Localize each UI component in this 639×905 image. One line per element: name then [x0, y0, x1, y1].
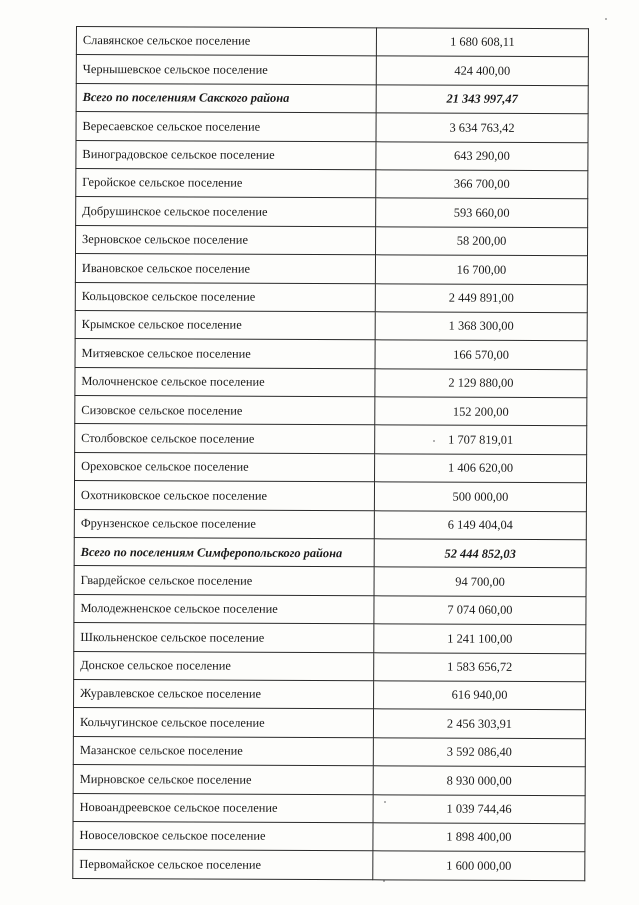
- table-row: [73, 793, 585, 824]
- total-label: Всего по поселениям Сакского района: [76, 83, 376, 113]
- total-label: Всего по поселениям Симферопольского района: [74, 538, 374, 568]
- table-row: [75, 339, 587, 370]
- settlement-amount: 58 200,00: [376, 227, 588, 256]
- settlement-name: Зерновское сельское поселение: [76, 225, 376, 255]
- table-row: [74, 623, 586, 654]
- settlement-amount: 94 700,00: [374, 567, 586, 596]
- table-row: [74, 679, 586, 710]
- settlement-amount: 1 680 608,11: [376, 28, 588, 57]
- settlement-name: Мазанское сельское поселение: [73, 736, 373, 766]
- settlement-amount: 3 634 763,42: [376, 113, 588, 142]
- settlement-name: Молодежненское сельское поселение: [74, 594, 374, 624]
- settlement-amount: 6 149 404,04: [374, 510, 586, 539]
- table-row: [74, 594, 586, 625]
- settlement-name: Крымское сельское поселение: [75, 310, 375, 340]
- table-row: [76, 225, 588, 256]
- table-row: [73, 821, 585, 852]
- table-row: [76, 112, 588, 143]
- settlement-name: Новоселовское сельское поселение: [73, 821, 373, 851]
- settlement-name: Вересаевское сельское поселение: [76, 112, 376, 142]
- settlement-amount: 1 583 656,72: [374, 652, 586, 681]
- settlement-amount: 1 406 620,00: [375, 454, 587, 483]
- table-row: [75, 452, 587, 483]
- settlement-amount: 2 449 891,00: [375, 283, 587, 312]
- settlement-amount: 7 074 060,00: [374, 596, 586, 625]
- table-row: [75, 396, 587, 427]
- settlements-budget-table: [72, 26, 589, 881]
- settlement-name: Геройское сельское поселение: [76, 168, 376, 198]
- settlement-name: Славянское сельское поселение: [76, 27, 376, 57]
- settlement-amount: 593 660,00: [376, 198, 588, 227]
- settlement-name: Первомайское сельское поселение: [73, 850, 373, 880]
- settlement-amount: 1 241 100,00: [374, 624, 586, 653]
- table-row: [73, 736, 585, 767]
- table-row: [76, 140, 588, 171]
- total-amount: 52 444 852,03: [374, 539, 586, 568]
- settlement-amount: 166 570,00: [375, 340, 587, 369]
- settlement-amount: 1 707 819,01: [375, 425, 587, 454]
- table-row: [75, 367, 587, 398]
- settlement-amount: 3 592 086,40: [373, 738, 585, 767]
- settlement-name: Кольчугинское сельское поселение: [73, 708, 373, 738]
- settlement-name: Ивановское сельское поселение: [75, 254, 375, 284]
- settlement-amount: 1 898 400,00: [373, 823, 585, 852]
- settlement-name: Добрушинское сельское поселение: [76, 197, 376, 227]
- table-body: [73, 27, 589, 881]
- table-total-row: [76, 83, 588, 114]
- table-row: [74, 481, 586, 512]
- settlement-name: Новоандреевское сельское поселение: [73, 793, 373, 823]
- settlement-amount: 2 456 303,91: [373, 709, 585, 738]
- settlement-name: Молочненское сельское поселение: [75, 367, 375, 397]
- scan-speck: [605, 18, 607, 20]
- settlement-amount: 1 039 744,46: [373, 794, 585, 823]
- settlement-amount: 366 700,00: [376, 170, 588, 199]
- settlement-amount: 643 290,00: [376, 141, 588, 170]
- table-row: [76, 27, 588, 58]
- settlement-name: Чернышевское сельское поселение: [76, 55, 376, 85]
- table-row: [74, 509, 586, 540]
- settlement-amount: 500 000,00: [374, 482, 586, 511]
- table-row: [73, 765, 585, 796]
- settlement-name: Фрунзенское сельское поселение: [74, 509, 374, 539]
- table-row: [76, 197, 588, 228]
- total-amount: 21 343 997,47: [376, 85, 588, 114]
- settlement-amount: 616 940,00: [374, 681, 586, 710]
- settlement-name: Митяевское сельское поселение: [75, 339, 375, 369]
- settlement-name: Ореховское сельское поселение: [75, 452, 375, 482]
- table-row: [74, 651, 586, 682]
- table-row: [74, 566, 586, 597]
- settlement-amount: 16 700,00: [375, 255, 587, 284]
- settlement-name: Донское сельское поселение: [74, 651, 374, 681]
- settlement-amount: 1 368 300,00: [375, 312, 587, 341]
- settlement-amount: 152 200,00: [375, 397, 587, 426]
- settlement-amount: 1 600 000,00: [373, 851, 585, 880]
- scan-speck: [383, 880, 385, 882]
- settlement-name: Столбовское сельское поселение: [75, 424, 375, 454]
- table-row: [75, 254, 587, 285]
- settlement-name: Охотниковское сельское поселение: [74, 481, 374, 511]
- table-row: [76, 55, 588, 86]
- settlement-amount: 2 129 880,00: [375, 368, 587, 397]
- table-row: [75, 282, 587, 313]
- table-row: [75, 424, 587, 455]
- table-row: [73, 708, 585, 739]
- table-row: [73, 850, 585, 881]
- settlement-name: Мирновское сельское поселение: [73, 765, 373, 795]
- settlement-name: Школьненское сельское поселение: [74, 623, 374, 653]
- settlement-name: Сизовское сельское поселение: [75, 396, 375, 426]
- settlement-name: Гвардейское сельское поселение: [74, 566, 374, 596]
- settlement-name: Журавлевское сельское поселение: [74, 679, 374, 709]
- settlement-name: Кольцовское сельское поселение: [75, 282, 375, 312]
- settlement-amount: 8 930 000,00: [373, 766, 585, 795]
- table-row: [76, 168, 588, 199]
- table-total-row: [74, 538, 586, 569]
- settlement-amount: 424 400,00: [376, 56, 588, 85]
- settlement-name: Виноградовское сельское поселение: [76, 140, 376, 170]
- table-row: [75, 310, 587, 341]
